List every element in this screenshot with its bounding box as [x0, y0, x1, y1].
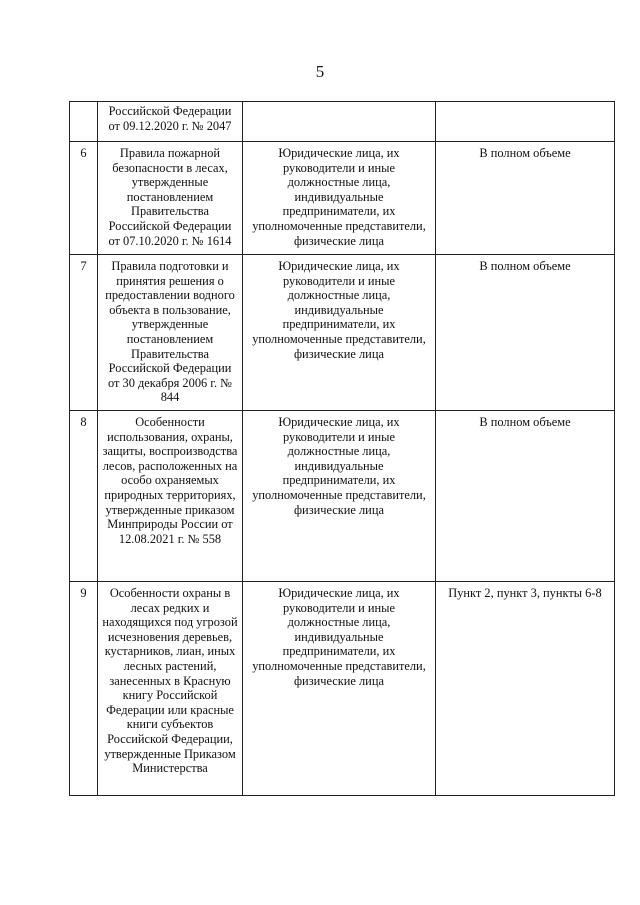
- document-cell: Правила пожарной безопасности в лесах, утвержденные постановлением Правительства Российской Федерации от 07.10.2020 г. № 1614: [98, 142, 243, 255]
- scope-cell: В полном объеме: [436, 142, 615, 255]
- row-number-cell: 6: [70, 142, 98, 255]
- document-cell: Правила подготовки и принятия решения о предоставлении водного объекта в пользование, утвержденные постановлением Правительства Российской Федерации от 30 декабря 2006 г. № 844: [98, 255, 243, 411]
- subjects-cell: Юридические лица, их руководители и иные должностные лица, индивидуальные предприниматели, их уполномоченные представители, физические лица: [243, 582, 436, 796]
- document-cell: Особенности охраны в лесах редких и находящихся под угрозой исчезновения деревьев, кустарников, лиан, иных лесных растений, занесенных в Красную книгу Российской Федерации или красные книги субъектов Российской Федерации, утвержденные Приказом Министерства: [98, 582, 243, 796]
- subjects-cell: Юридические лица, их руководители и иные должностные лица, индивидуальные предприниматели, их уполномоченные представители, физические лица: [243, 255, 436, 411]
- scope-cell: В полном объеме: [436, 411, 615, 582]
- document-cell: Российской Федерации от 09.12.2020 г. № 2047: [98, 102, 243, 142]
- table-row: [70, 255, 615, 411]
- row-number-cell: 8: [70, 411, 98, 582]
- row-number-cell: 9: [70, 582, 98, 796]
- table-row: [70, 411, 615, 582]
- table-row: [70, 102, 615, 142]
- page-number: 5: [315, 62, 325, 81]
- scope-cell: В полном объеме: [436, 255, 615, 411]
- document-cell: Особенности использования, охраны, защиты, воспроизводства лесов, расположенных на особо охраняемых природных территориях, утвержденные приказом Минприроды России от 12.08.2021 г. № 558: [98, 411, 243, 582]
- scope-cell: Пункт 2, пункт 3, пункты 6-8: [436, 582, 615, 796]
- subjects-cell: [243, 102, 436, 142]
- requirements-table: [69, 101, 615, 796]
- table-row: [70, 582, 615, 796]
- subjects-cell: Юридические лица, их руководители и иные должностные лица, индивидуальные предприниматели, их уполномоченные представители, физические лица: [243, 411, 436, 582]
- table-row: [70, 142, 615, 255]
- row-number-cell: 7: [70, 255, 98, 411]
- scope-cell: [436, 102, 615, 142]
- row-number-cell: [70, 102, 98, 142]
- subjects-cell: Юридические лица, их руководители и иные должностные лица, индивидуальные предприниматели, их уполномоченные представители, физические лица: [243, 142, 436, 255]
